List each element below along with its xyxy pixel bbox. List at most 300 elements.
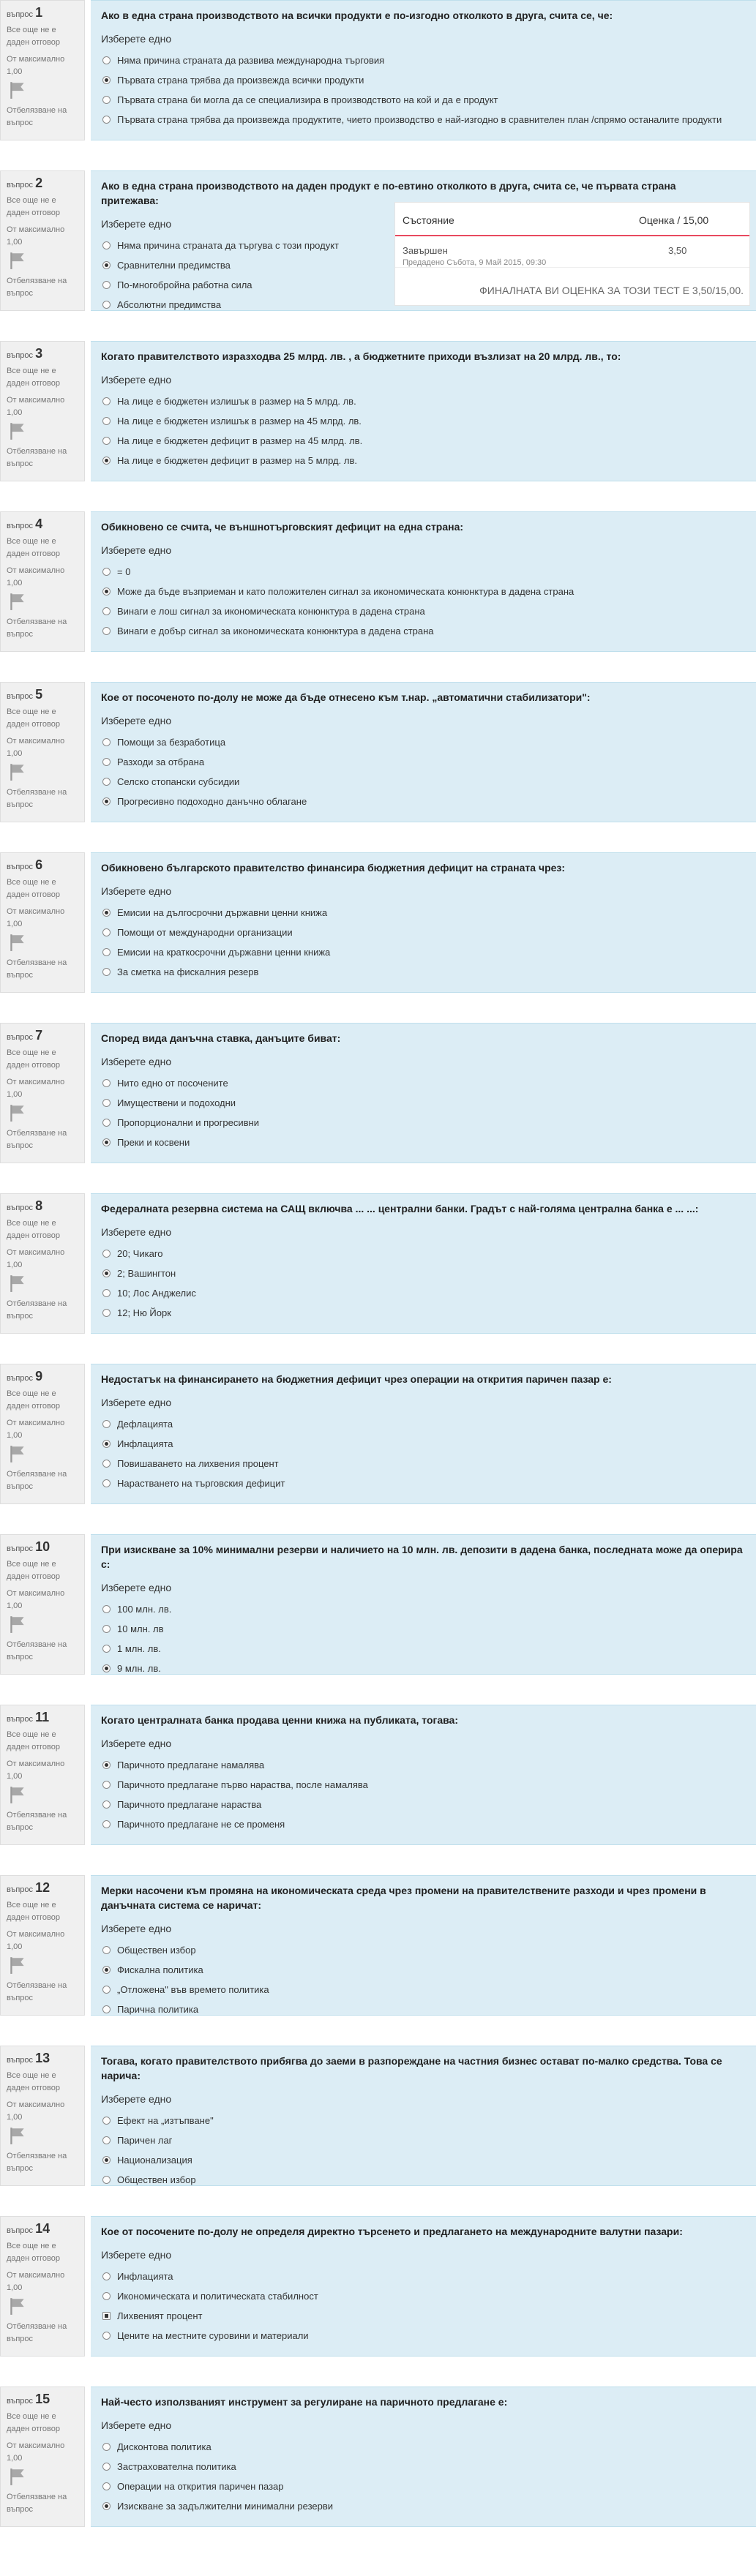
answer-option-label: 9 млн. лв.	[117, 1663, 161, 1674]
question-text: Обикновено българското правителство финансира бюджетния дефицит на страната чрез:	[101, 862, 566, 874]
answer-option[interactable]	[101, 2496, 746, 2516]
radio-icon[interactable]	[102, 568, 111, 576]
radio-icon[interactable]	[102, 1645, 111, 1653]
answer-option-label: Разходи за отбрана	[117, 756, 205, 767]
question-text: Най-често използваният инструмент за регулиране на паричното предлагане е:	[101, 2396, 508, 2408]
radio-icon[interactable]	[102, 1420, 111, 1428]
choose-one-prompt: Изберете едно	[101, 1738, 172, 1749]
question-number-value: 4	[35, 517, 43, 531]
question-content	[91, 1364, 756, 1504]
flag-icon[interactable]	[8, 1784, 27, 1805]
answer-option[interactable]	[101, 1659, 746, 1678]
radio-selected-icon[interactable]	[102, 261, 111, 269]
question-number-value: 12	[35, 1880, 50, 1895]
radio-icon[interactable]	[102, 968, 111, 976]
answer-option-label: Операции на открития паричен пазар	[117, 2481, 284, 2492]
answer-option-label: Паричното предлагане нараства	[117, 1799, 262, 1810]
choose-one-prompt: Изберете едно	[101, 715, 172, 726]
radio-selected-icon[interactable]	[102, 76, 111, 84]
radio-icon[interactable]	[102, 241, 111, 249]
flag-icon[interactable]	[8, 1443, 27, 1464]
answer-state: Все още не е даден отговор	[7, 537, 60, 558]
question-content	[91, 1193, 756, 1334]
answer-option[interactable]	[101, 582, 746, 601]
answer-option-label: Цените на местните суровини и материали	[117, 2330, 309, 2341]
answer-option[interactable]	[101, 621, 746, 641]
radio-icon[interactable]	[102, 1605, 111, 1613]
radio-selected-icon[interactable]	[102, 797, 111, 806]
choose-one-prompt: Изберете едно	[101, 544, 172, 556]
answer-option[interactable]	[101, 391, 746, 411]
question-info-panel	[0, 1023, 85, 1163]
question-number	[7, 1200, 78, 1214]
radio-icon[interactable]	[102, 1800, 111, 1809]
radio-icon[interactable]	[102, 1289, 111, 1297]
radio-selected-icon[interactable]	[102, 587, 111, 596]
question-info-panel	[0, 2216, 85, 2357]
max-mark: От максимално 1,00	[7, 1419, 65, 1440]
question-content	[91, 2046, 756, 2186]
answer-option[interactable]	[101, 903, 746, 923]
answer-state: Все още не е даден отговор	[7, 26, 60, 47]
answer-option-label: Прогресивно подоходно данъчно облагане	[117, 796, 307, 807]
question-text: Федералната резервна система на САЩ включва ... ... централни банки. Градът с най-голяма централна банка е ... ...:	[101, 1203, 699, 1214]
question-info-panel	[0, 1875, 85, 2016]
max-mark: От максимално 1,00	[7, 1078, 65, 1099]
question-number	[7, 2393, 78, 2408]
radio-selected-icon[interactable]	[102, 909, 111, 917]
radio-icon[interactable]	[102, 1820, 111, 1828]
flag-question-link[interactable]: Отбелязване на въпрос	[7, 2152, 67, 2173]
max-mark: От максимално 1,00	[7, 2271, 65, 2292]
answer-option[interactable]	[101, 110, 746, 139]
answer-option[interactable]	[101, 1454, 746, 1473]
question-word: въпрос	[7, 2056, 34, 2065]
question-word: въпрос	[7, 2226, 34, 2235]
answer-state: Все още не е даден отговор	[7, 2412, 60, 2433]
radio-icon[interactable]	[102, 1309, 111, 1317]
answer-option[interactable]	[101, 1113, 746, 1133]
flag-icon[interactable]	[8, 591, 27, 612]
radio-selected-icon[interactable]	[102, 2502, 111, 2510]
answer-state: Все още не е даден отговор	[7, 1048, 60, 1070]
question-block	[0, 1875, 756, 2030]
radio-icon[interactable]	[102, 2482, 111, 2490]
question-number	[7, 1029, 78, 1044]
choose-one-prompt: Изберете едно	[101, 2093, 172, 2105]
max-mark: От максимално 1,00	[7, 566, 65, 587]
radio-icon[interactable]	[102, 2332, 111, 2340]
answer-option-label: Няма причина страната да търгува с този продукт	[117, 240, 339, 251]
answer-option[interactable]	[101, 1619, 746, 1639]
radio-selected-icon[interactable]	[102, 1269, 111, 1277]
answer-option-label: Помощи за безработица	[117, 737, 226, 748]
radio-icon[interactable]	[102, 116, 111, 124]
question-number	[7, 1711, 78, 1726]
flag-question-link[interactable]: Отбелязване на въпрос	[7, 1811, 67, 1832]
answer-option-label: На лице е бюджетен излишък в размер на 5 млрд. лв.	[117, 396, 356, 407]
radio-selected-icon[interactable]	[102, 1440, 111, 1448]
radio-selected-icon[interactable]	[102, 1966, 111, 1974]
answer-option[interactable]	[101, 1473, 746, 1493]
answer-option-label: Първата страна трябва да произвежда всички продукти	[117, 75, 364, 86]
radio-icon[interactable]	[102, 1986, 111, 1994]
answer-option-label: Национализация	[117, 2155, 192, 2166]
flag-question-link[interactable]: Отбелязване на въпрос	[7, 788, 67, 809]
max-mark: От максимално 1,00	[7, 907, 65, 928]
answer-option[interactable]	[101, 1599, 746, 1619]
flag-question-link[interactable]: Отбелязване на въпрос	[7, 1470, 67, 1491]
answer-option[interactable]	[101, 411, 746, 431]
answer-options	[101, 1940, 746, 2019]
radio-icon[interactable]	[102, 397, 111, 405]
radio-icon[interactable]	[102, 417, 111, 425]
radio-icon[interactable]	[102, 607, 111, 615]
answer-option[interactable]	[101, 792, 746, 811]
answer-option[interactable]	[101, 2170, 746, 2190]
answer-options	[101, 2111, 746, 2190]
radio-icon[interactable]	[102, 96, 111, 104]
question-text: Когато правителството изразходва 25 млрд. лв. , а бюджетните приходи възлизат на 20 млрд. лв., то:	[101, 350, 621, 362]
question-text: Тогава, когато правителството прибягва до заеми в разпореждане на частния бизнес остават по-малко средства. Това се нарича:	[101, 2055, 722, 2081]
answer-option-label: Паричното предлагане не се променя	[117, 1819, 285, 1830]
answer-option[interactable]	[101, 1814, 746, 1834]
attempt-summary-table	[394, 202, 750, 306]
radio-selected-icon[interactable]	[102, 1664, 111, 1672]
flag-icon[interactable]	[8, 1955, 27, 1975]
question-number-value: 11	[35, 1710, 50, 1724]
answer-option[interactable]	[101, 1073, 746, 1093]
question-word: въпрос	[7, 522, 34, 530]
choose-one-prompt: Изберете едно	[101, 1582, 172, 1593]
answer-option[interactable]	[101, 1960, 746, 1980]
answer-option-label: 100 млн. лв.	[117, 1604, 172, 1615]
answer-option-label: Обществен избор	[117, 1945, 196, 1956]
answer-option-label: Нарастването на търговския дефицит	[117, 1478, 285, 1489]
question-info-panel	[0, 1193, 85, 1334]
answer-option[interactable]	[101, 50, 746, 70]
radio-icon[interactable]	[102, 1946, 111, 1954]
radio-selected-icon[interactable]	[102, 2312, 111, 2320]
answer-option-label: Обществен избор	[117, 2174, 196, 2185]
flag-question-link[interactable]: Отбелязване на въпрос	[7, 617, 67, 639]
answer-option[interactable]	[101, 431, 746, 451]
answer-state: Все още не е даден отговор	[7, 1219, 60, 1240]
answer-option-label: Абсолютни предимства	[117, 299, 222, 310]
answer-option-label: Застрахователна политика	[117, 2461, 236, 2472]
question-text: При изискване за 10% минимални резерви и наличието на 10 млн. лв. депозити в дадена банка, последната може да оперира с:	[101, 1544, 743, 1570]
question-info-panel	[0, 341, 85, 481]
answer-option[interactable]	[101, 1940, 746, 1960]
answer-option[interactable]	[101, 732, 746, 752]
answer-option[interactable]	[101, 1093, 746, 1113]
answer-option-label: Паричното предлагане първо нараства, после намалява	[117, 1779, 368, 1790]
question-block	[0, 852, 756, 1007]
question-number-value: 1	[35, 5, 43, 20]
max-mark: От максимално 1,00	[7, 396, 65, 417]
answer-option-label: 2; Вашингтон	[117, 1268, 176, 1279]
answer-option[interactable]	[101, 1795, 746, 1814]
flag-icon[interactable]	[8, 1273, 27, 1293]
answer-option-label: Селско стопански субсидии	[117, 776, 240, 787]
flag-question-link[interactable]: Отбелязване на въпрос	[7, 2322, 67, 2343]
answer-state: Все още не е даден отговор	[7, 707, 60, 729]
question-number-value: 7	[35, 1028, 43, 1043]
answer-option[interactable]	[101, 1999, 746, 2019]
question-number	[7, 7, 78, 21]
question-content	[91, 341, 756, 481]
answer-option[interactable]	[101, 1434, 746, 1454]
radio-icon[interactable]	[102, 778, 111, 786]
question-block	[0, 1364, 756, 1519]
answer-option-label: Първата страна трябва да произвежда продуктите, чието производство е най-изгодно в сравнителен план /спрямо останалите продукти	[117, 114, 722, 125]
radio-icon[interactable]	[102, 627, 111, 635]
question-text: Недостатък на финансирането на бюджетния дефицит чрез операции на открития паричен пазар е:	[101, 1373, 612, 1385]
radio-icon[interactable]	[102, 1079, 111, 1087]
answer-option-label: На лице е бюджетен излишък в размер на 45 млрд. лв.	[117, 416, 362, 427]
choose-one-prompt: Изберете едно	[101, 218, 172, 230]
answer-option[interactable]	[101, 962, 746, 982]
radio-icon[interactable]	[102, 758, 111, 766]
answer-option[interactable]	[101, 2457, 746, 2477]
question-word: въпрос	[7, 1544, 34, 1553]
radio-icon[interactable]	[102, 1119, 111, 1127]
radio-selected-icon[interactable]	[102, 1761, 111, 1769]
answer-state: Все още не е даден отговор	[7, 1901, 60, 1922]
radio-icon[interactable]	[102, 2117, 111, 2125]
answer-option[interactable]	[101, 2130, 746, 2150]
answer-option-label: Лихвеният процент	[117, 2310, 203, 2321]
radio-selected-icon[interactable]	[102, 2156, 111, 2164]
answer-option[interactable]	[101, 752, 746, 772]
question-number	[7, 2223, 78, 2237]
answer-option[interactable]	[101, 1303, 746, 1323]
answer-option-label: Изискване за задължителни минимални резерви	[117, 2501, 334, 2512]
flag-icon[interactable]	[8, 2296, 27, 2316]
choose-one-prompt: Изберете едно	[101, 1397, 172, 1408]
flag-question-link[interactable]: Отбелязване на въпрос	[7, 447, 67, 468]
answer-options	[101, 1414, 746, 1493]
question-word: въпрос	[7, 2397, 34, 2406]
answer-options	[101, 1244, 746, 1323]
answer-option-label: Дефлацията	[117, 1419, 173, 1430]
flag-icon[interactable]	[8, 2125, 27, 2146]
flag-icon[interactable]	[8, 2466, 27, 2487]
radio-selected-icon[interactable]	[102, 1138, 111, 1146]
choose-one-prompt: Изберете едно	[101, 374, 172, 386]
question-info-panel	[0, 0, 85, 140]
summary-row	[395, 236, 749, 268]
question-number	[7, 518, 78, 533]
radio-icon[interactable]	[102, 1250, 111, 1258]
question-number-value: 14	[35, 2221, 50, 2236]
answer-options	[101, 50, 746, 139]
radio-icon[interactable]	[102, 2292, 111, 2300]
answer-option[interactable]	[101, 1775, 746, 1795]
max-mark: От максимално 1,00	[7, 2441, 65, 2463]
question-content	[91, 0, 756, 140]
choose-one-prompt: Изберете едно	[101, 1056, 172, 1067]
answer-option[interactable]	[101, 451, 746, 470]
radio-icon[interactable]	[102, 948, 111, 956]
radio-icon[interactable]	[102, 281, 111, 289]
answer-option[interactable]	[101, 70, 746, 90]
summary-header	[395, 203, 749, 236]
answer-option[interactable]	[101, 1980, 746, 1999]
question-block	[0, 170, 756, 326]
answer-option[interactable]	[101, 1283, 746, 1303]
flag-question-link[interactable]: Отбелязване на въпрос	[7, 2493, 67, 2514]
question-word: въпрос	[7, 863, 34, 871]
question-word: въпрос	[7, 1033, 34, 1042]
radio-icon[interactable]	[102, 738, 111, 746]
question-info-panel	[0, 1364, 85, 1504]
question-info-panel	[0, 1534, 85, 1675]
question-info-panel	[0, 1705, 85, 1845]
grade-column-header: Оценка / 15,00	[639, 214, 709, 226]
question-block	[0, 0, 756, 155]
radio-icon[interactable]	[102, 1099, 111, 1107]
question-number-value: 5	[35, 687, 43, 702]
flag-question-link[interactable]: Отбелязване на въпрос	[7, 1129, 67, 1150]
radio-icon[interactable]	[102, 1460, 111, 1468]
question-number-value: 10	[35, 1539, 50, 1554]
answer-option[interactable]	[101, 942, 746, 962]
answer-option-label: Паричното предлагане намалява	[117, 1760, 265, 1770]
choose-one-prompt: Изберете едно	[101, 2249, 172, 2261]
flag-question-link[interactable]: Отбелязване на въпрос	[7, 106, 67, 127]
answer-option-label: = 0	[117, 566, 131, 577]
answer-option[interactable]	[101, 2326, 746, 2346]
answer-state: Все още не е даден отговор	[7, 1730, 60, 1751]
flag-icon[interactable]	[8, 1614, 27, 1634]
radio-icon[interactable]	[102, 301, 111, 309]
flag-icon[interactable]	[8, 80, 27, 100]
flag-icon[interactable]	[8, 421, 27, 441]
answer-option[interactable]	[101, 2437, 746, 2457]
final-grade-text: ФИНАЛНАТА ВИ ОЦЕНКА ЗА ТОЗИ ТЕСТ Е 3,50/15,00.	[479, 285, 744, 296]
answer-option[interactable]	[101, 1133, 746, 1152]
submitted-time: Предадено Събота, 9 Май 2015, 09:30	[403, 258, 547, 267]
question-text: Според вида данъчна ставка, данъците биват:	[101, 1032, 341, 1044]
question-text: Когато централната банка продава ценни книжа на публиката, тогава:	[101, 1714, 458, 1726]
question-content	[91, 2387, 756, 2527]
answer-option[interactable]	[101, 1755, 746, 1775]
answer-option[interactable]	[101, 1263, 746, 1283]
flag-icon[interactable]	[8, 250, 27, 271]
radio-icon[interactable]	[102, 1781, 111, 1789]
radio-icon[interactable]	[102, 2136, 111, 2144]
answer-option-label: За сметка на фискалния резерв	[117, 966, 259, 977]
radio-icon[interactable]	[102, 56, 111, 64]
answer-option[interactable]	[101, 1639, 746, 1659]
answer-options	[101, 903, 746, 982]
question-word: въпрос	[7, 10, 34, 19]
answer-option[interactable]	[101, 562, 746, 582]
flag-question-link[interactable]: Отбелязване на въпрос	[7, 277, 67, 298]
question-number-value: 8	[35, 1198, 43, 1213]
max-mark: От максимално 1,00	[7, 1760, 65, 1781]
choose-one-prompt: Изберете едно	[101, 33, 172, 45]
attempt-grade: 3,50	[668, 245, 687, 256]
answer-option[interactable]	[101, 2286, 746, 2306]
question-info-panel	[0, 2387, 85, 2527]
answer-option-label: Първата страна би могла да се специализира в производството на кой и да е продукт	[117, 94, 498, 105]
question-text: Ако в една страна производството на даден продукт е по-евтино отколкото в друга, счита се, че първата страна притежава:	[101, 180, 676, 206]
answer-option[interactable]	[101, 923, 746, 942]
question-info-panel	[0, 682, 85, 822]
radio-icon[interactable]	[102, 2005, 111, 2013]
question-text: Ако в една страна производството на всички продукти е по-изгодно отколкото в друга, счита се, че:	[101, 10, 613, 21]
answer-state: Все още не е даден отговор	[7, 1389, 60, 1411]
attempt-state: Завършен	[403, 245, 448, 256]
flag-icon[interactable]	[8, 762, 27, 782]
answer-state: Все още не е даден отговор	[7, 367, 60, 388]
answer-option-label: На лице е бюджетен дефицит в размер на 5 млрд. лв.	[117, 455, 357, 466]
question-number	[7, 1882, 78, 1896]
question-block	[0, 341, 756, 496]
answer-option[interactable]	[101, 90, 746, 110]
answer-option-label: Помощи от международни организации	[117, 927, 293, 938]
answer-option[interactable]	[101, 2150, 746, 2170]
answer-option[interactable]	[101, 772, 746, 792]
answer-option[interactable]	[101, 601, 746, 621]
answer-option[interactable]	[101, 2477, 746, 2496]
radio-selected-icon[interactable]	[102, 457, 111, 465]
question-number	[7, 688, 78, 703]
answer-option-label: Ефект на „изтъпване"	[117, 2115, 214, 2126]
flag-question-link[interactable]: Отбелязване на въпрос	[7, 1299, 67, 1321]
question-number-value: 6	[35, 857, 43, 872]
question-content	[91, 1023, 756, 1163]
answer-option[interactable]	[101, 1414, 746, 1434]
answer-option-label: 12; Ню Йорк	[117, 1307, 171, 1318]
answer-option-label: Инфлацията	[117, 1438, 173, 1449]
radio-icon[interactable]	[102, 2463, 111, 2471]
question-block	[0, 2387, 756, 2542]
question-content	[91, 852, 756, 993]
question-content	[91, 682, 756, 822]
radio-icon[interactable]	[102, 1479, 111, 1487]
radio-icon[interactable]	[102, 1625, 111, 1633]
answer-option[interactable]	[101, 2267, 746, 2286]
radio-icon[interactable]	[102, 437, 111, 445]
question-block	[0, 1193, 756, 1348]
flag-question-link[interactable]: Отбелязване на въпрос	[7, 1981, 67, 2002]
answer-option-label: Няма причина страната да развива международна търговия	[117, 55, 385, 66]
radio-icon[interactable]	[102, 2272, 111, 2280]
answer-option[interactable]	[101, 2111, 746, 2130]
answer-option-label: На лице е бюджетен дефицит в размер на 45 млрд. лв.	[117, 435, 363, 446]
question-info-panel	[0, 170, 85, 311]
answer-option[interactable]	[101, 2306, 746, 2326]
flag-question-link[interactable]: Отбелязване на въпрос	[7, 1640, 67, 1661]
flag-icon[interactable]	[8, 1103, 27, 1123]
question-number	[7, 859, 78, 874]
answer-option-label: Икономическата и политическата стабилност	[117, 2291, 318, 2302]
answer-option[interactable]	[101, 1244, 746, 1263]
question-number-value: 15	[35, 2392, 50, 2406]
flag-icon[interactable]	[8, 932, 27, 953]
question-content	[91, 170, 756, 311]
radio-icon[interactable]	[102, 928, 111, 936]
question-block	[0, 1023, 756, 1178]
answer-option-label: Фискална политика	[117, 1964, 203, 1975]
flag-question-link[interactable]: Отбелязване на въпрос	[7, 958, 67, 980]
radio-icon[interactable]	[102, 2176, 111, 2184]
question-block	[0, 682, 756, 837]
radio-icon[interactable]	[102, 2443, 111, 2451]
